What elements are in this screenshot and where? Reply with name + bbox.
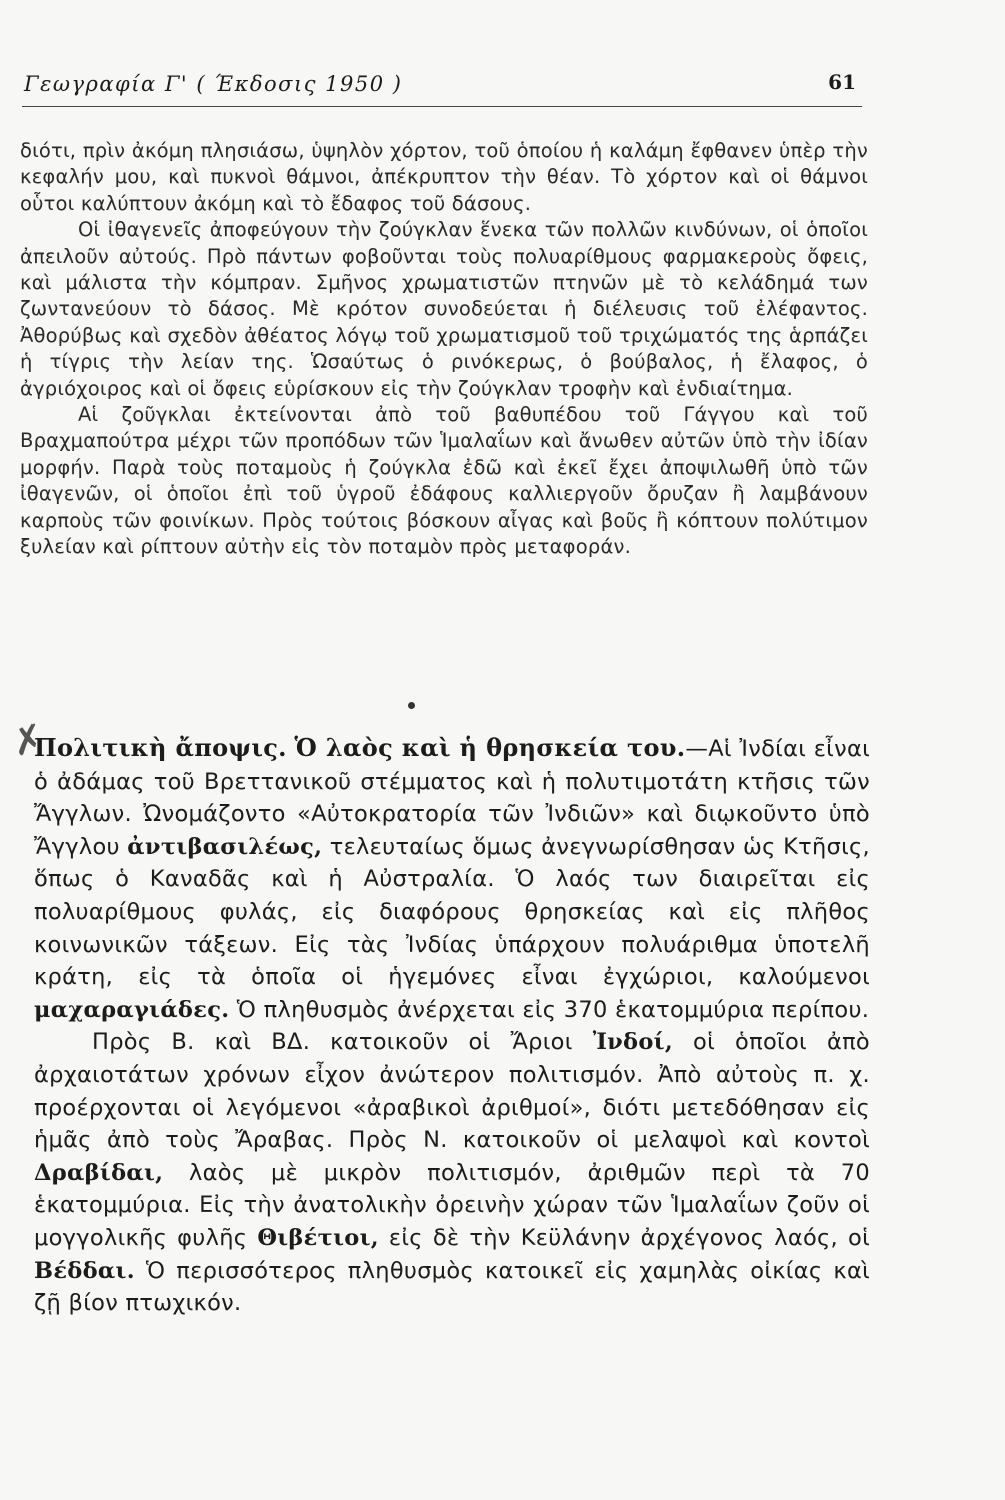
bold-term: Ἰνδοί, [592, 1029, 673, 1056]
paragraph-political [34, 732, 870, 1026]
running-header [22, 66, 862, 107]
section-heading: Πολιτικὴ ἄποψις. [34, 733, 287, 762]
text-run: λαὸς μὲ μικρὸν πολιτισμόν, ἀριθμῶν περὶ τὰ 70 ἑκατομμύρια. Εἰς τὴν ἀνατολικὴν ὀρεινὴν χώραν τῶν Ἱμαλαΐων ζοῦν οἱ μογγολικῆς φυλῆς [34, 1159, 870, 1251]
bold-term: μαχαραγιάδες. [34, 996, 230, 1023]
small-print-section [20, 138, 868, 561]
bold-term: ἀντιβασιλέως, [127, 833, 323, 860]
text-run: οἱ ὁποῖοι ἀπὸ ἀρχαιοτάτων χρόνων εἶχον ἀνώτερον πολιτισμόν. Ἀπὸ αὐτοὺς π. χ. προέρχονται οἱ λεγόμενοι «ἀραβικοὶ ἀριθμοί», διότι μετεδόθησαν εἰς ἡμᾶς ἀπὸ τοὺς Ἄραβας. Πρὸς Ν. κατοικοῦν οἱ μελαψοὶ καὶ κοντοὶ [34, 1029, 870, 1154]
bold-term: Βέδδαι. [34, 1257, 135, 1284]
text-run: εἰς δὲ τὴν Κεϋλάνην ἀρχέγονος λαός, οἱ [378, 1224, 870, 1251]
paragraph-jungle-extent: Αἱ ζοῦγκλαι ἐκτείνονται ἀπὸ τοῦ βαθυπέδου τοῦ Γάγγου καὶ τοῦ Βραχμαπούτρα μέχρι τῶν προπόδων τῶν Ἱμαλαΐων καὶ ἄνωθεν αὐτῶν ὑπὸ τὴν ἰδίαν μορφήν. Παρὰ τοὺς ποταμοὺς ἡ ζούγκλα ἐδῶ καὶ ἐκεῖ ἔχει ἀποψιλωθῆ ὑπὸ τῶν ἰθαγενῶν, οἱ ὁποῖοι ἐπὶ τοῦ ὑγροῦ ἐδάφους καλλιεργοῦν ὄρυζαν ἢ λαμβάνουν καρποὺς τῶν φοινίκων. Πρὸς τούτοις βόσκουν αἶγας καὶ βοῦς ἢ κόπτουν πολύτιμον ξυλείαν καὶ ρίπτουν αὐτὴν εἰς τὸν ποταμὸν πρὸς μεταφοράν. [20, 403, 868, 559]
text-run: Ὁ περισσότερος πληθυσμὸς κατοικεῖ εἰς χαμηλὰς οἰκίας καὶ ζῇ βίον πτωχικόν. [34, 1257, 870, 1317]
paragraph-peoples [34, 1026, 870, 1319]
bold-term: Δραβίδαι, [34, 1159, 164, 1186]
pencil-margin-mark: ✗ [7, 714, 49, 766]
political-section [34, 732, 870, 1320]
paragraph-natives-dangers: Οἱ ἰθαγενεῖς ἀποφεύγουν τὴν ζούγκλαν ἕνεκα τῶν πολλῶν κινδύνων, οἱ ὁποῖοι ἀπειλοῦν αὐτούς. Πρὸ πάντων φοβοῦνται τοὺς πολυαρίθμους φαρμακεροὺς ὄφεις, καὶ μάλιστα τὴν κόμπραν. Σμῆνος χρωματιστῶν πτηνῶν μὲ τὸ κελάδημά των ζωντανεύουν τὸ δάσος. Μὲ κρότον συνοδεύεται ἡ διέλευσις τοῦ ἐλέφαντος. Ἀθορύβως καὶ σχεδὸν ἀθέατος λόγῳ τοῦ χρωματισμοῦ τοῦ τριχώματός της ἁρπάζει ἡ τίγρις τὴν λείαν της. Ὡσαύτως ὁ ρινόκερως, ὁ βούβαλος, ἡ ἔλαφος, ὁ ἀγριόχοιρος καὶ οἱ ὄφεις εὑρίσκουν εἰς τὴν ζούγκλαν τροφὴν καὶ ἐνδιαίτημα. [20, 218, 868, 400]
bold-term: Θιβέτιοι, [257, 1224, 379, 1251]
text-run: τελευταίως ὅμως ἀνεγνωρίσθησαν ὡς Κτῆσις, ὅπως ὁ Καναδᾶς καὶ ἡ Αὐστραλία. Ὁ λαός των διαιρεῖται εἰς πολυαρίθμους φυλάς, εἰς διαφόρους θρησκείας καὶ εἰς πλῆθος κοινωνικῶν τάξεων. Εἰς τὰς Ἰνδίας ὑπάρχουν πολυάριθμα ὑποτελῆ κράτη, εἰς τὰ ὁποῖα οἱ ἡγεμόνες εἶναι ἐγχώριοι, καλούμενοι [34, 833, 870, 991]
paragraph-political-body [34, 736, 870, 1023]
paragraph-forest-continued: διότι, πρὶν ἀκόμη πλησιάσω, ὑψηλὸν χόρτον, τοῦ ὁποίου ἡ καλάμη ἔφθανεν ὑπὲρ τὴν κεφαλήν μου, καὶ πυκνοὶ θάμνοι, ἀπέκρυπτον τὴν θέαν. Τὸ χόρτον καὶ οἱ θάμνοι οὗτοι καλύπτουν ἀκόμη καὶ τὸ ἔδαφος τοῦ δάσους. [20, 139, 868, 215]
text-run: —Αἱ Ἰνδίαι εἶναι ὁ ἀδάμας τοῦ Βρεττανικοῦ στέμματος καὶ ἡ πολυτιμοτάτη κτῆσις τῶν Ἄγγλων. Ὠνομάζοντο «Αὐτοκρατορία τῶν Ἰνδιῶν» καὶ διῳκοῦντο ὑπὸ Ἄγγλου [34, 736, 870, 860]
page-number: 61 [828, 70, 856, 94]
header-title: Γεωγραφία Γ' ( Έκδοσις 1950 ) [24, 72, 403, 96]
section-dot-ornament [408, 702, 415, 709]
text-run: Ὁ πληθυσμὸς ἀνέρχεται εἰς 370 ἑκατομμύρια περίπου. [229, 996, 870, 1023]
section-subheading: Ὁ λαὸς καὶ ἡ θρησκεία του. [294, 733, 686, 762]
text-run: Πρὸς Β. καὶ ΒΔ. κατοικοῦν οἱ Ἄριοι [92, 1029, 593, 1056]
